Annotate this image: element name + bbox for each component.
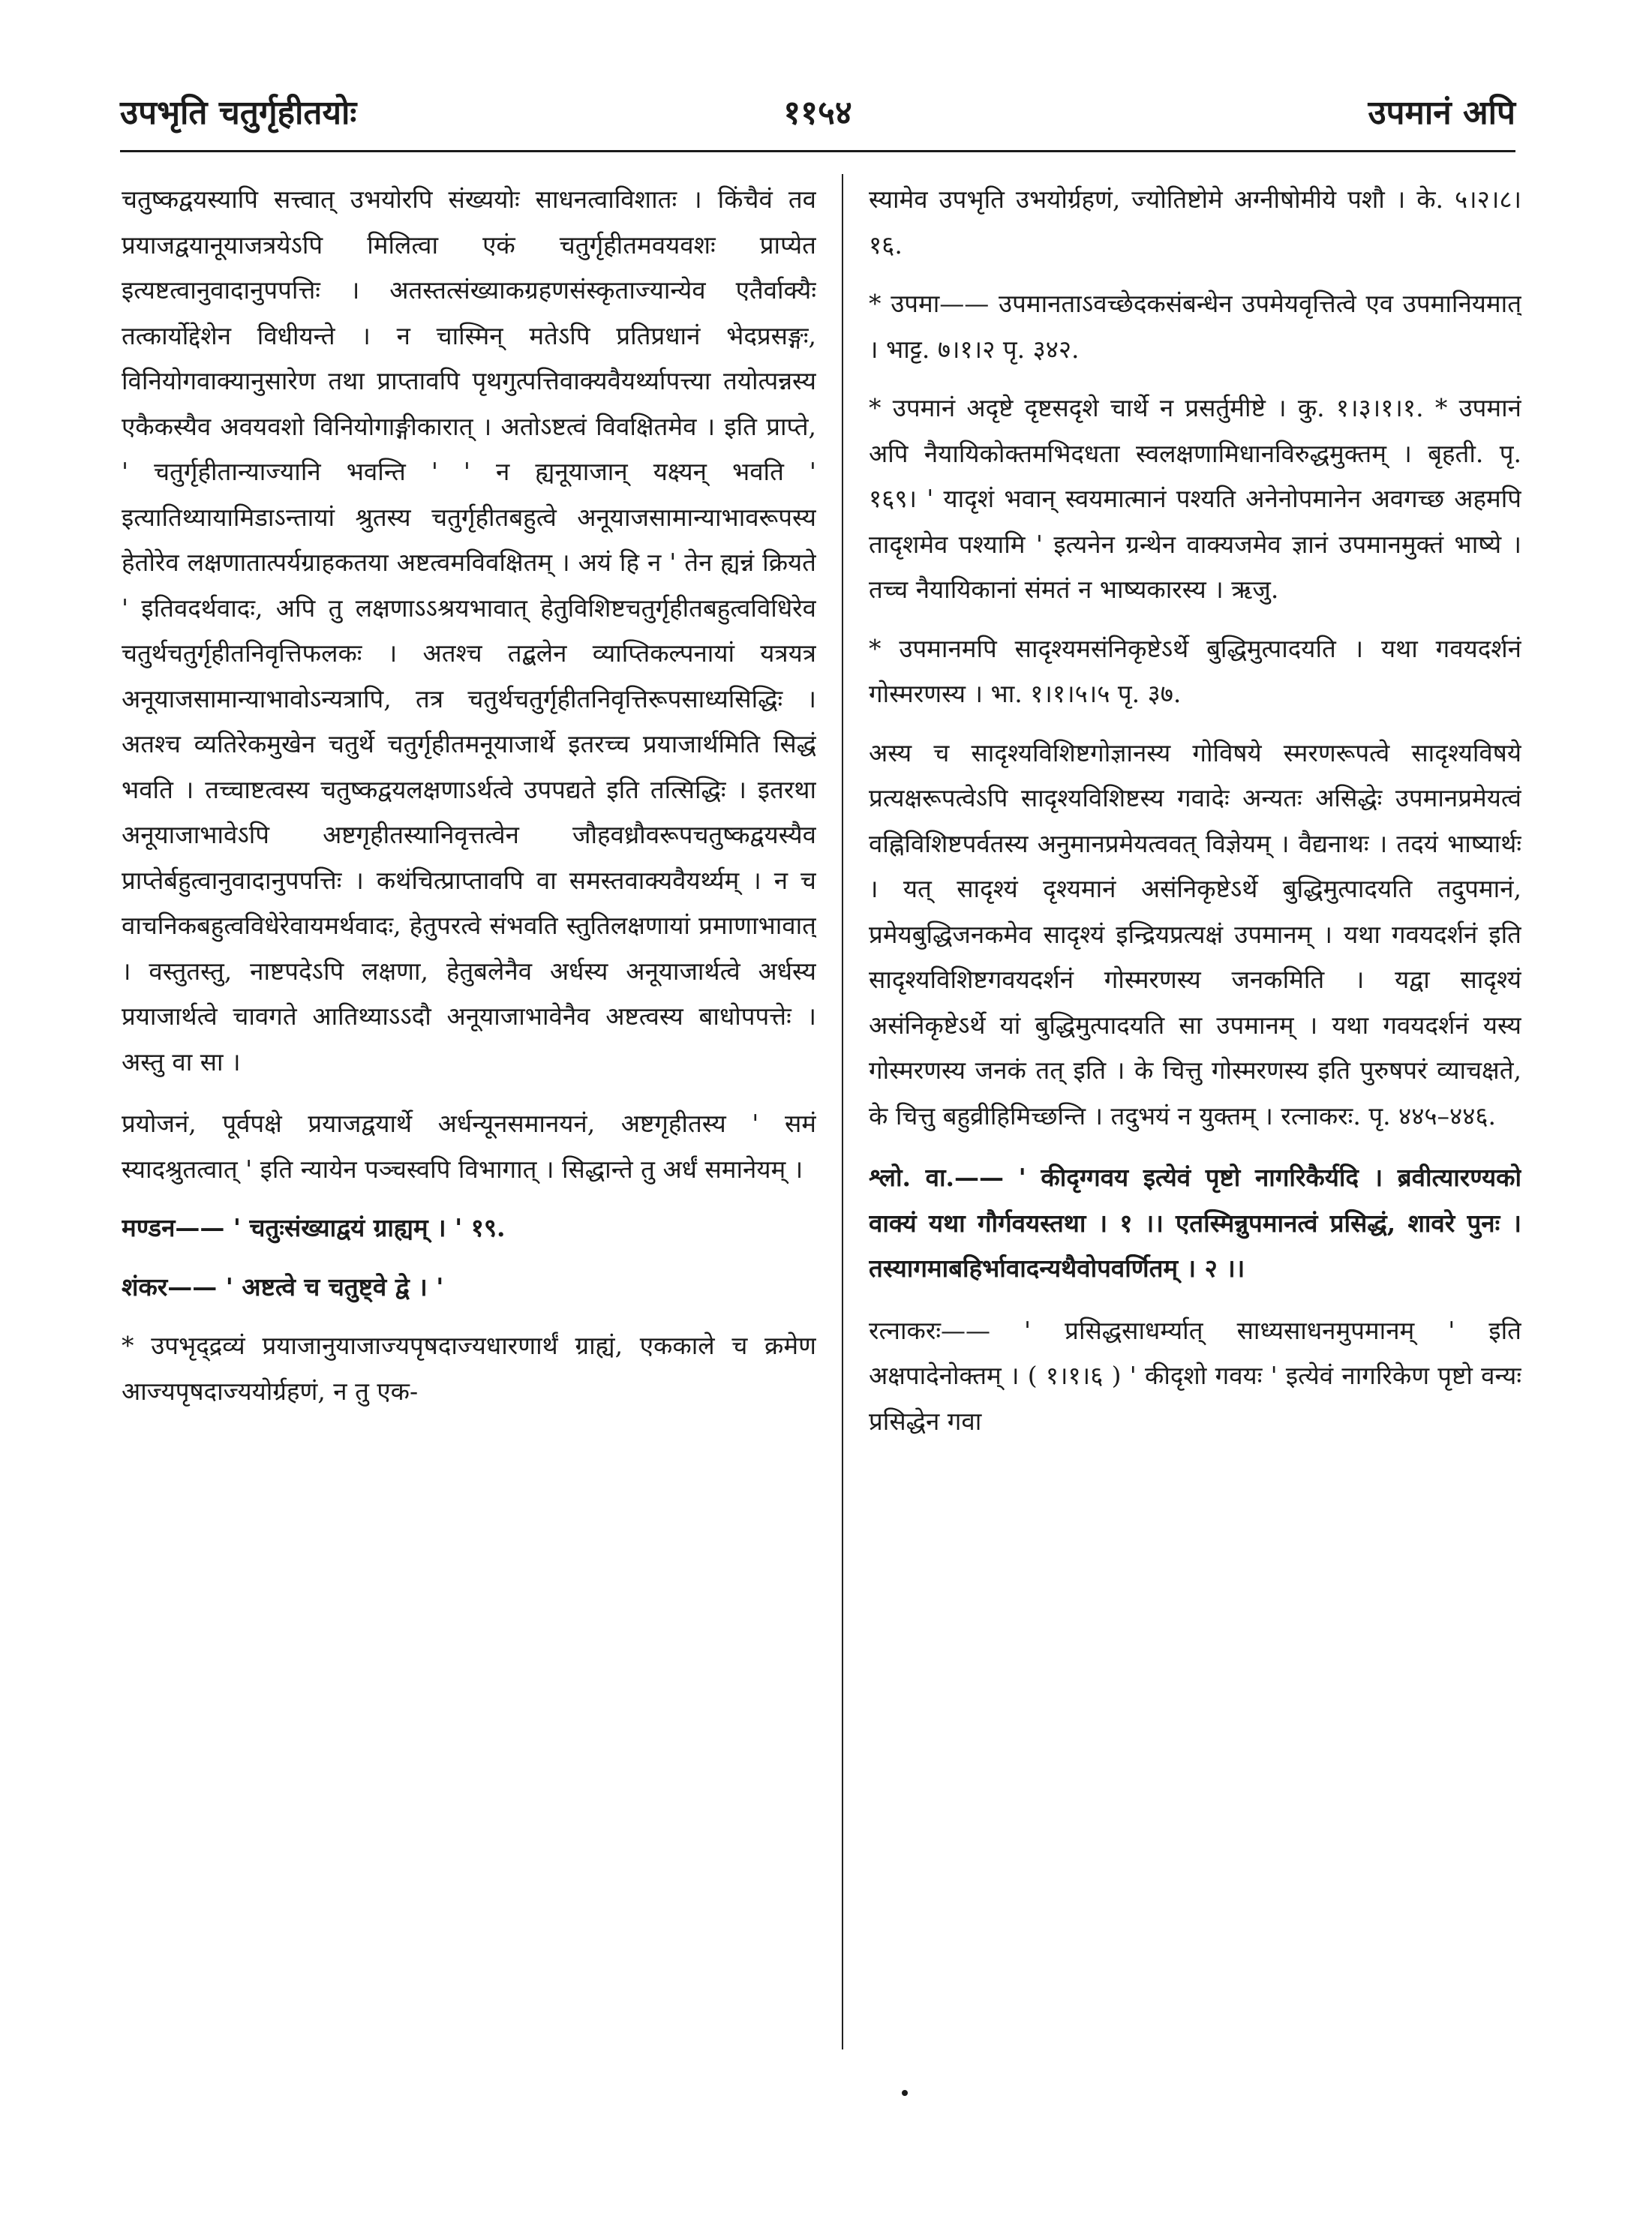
paragraph: रत्नाकरः—— ' प्रसिद्धसाधर्म्यात् साध्यसाधनमुपमानम् ' इति अक्षपादेनोक्तम् । ( १।१।६ ) ' कीदृशो गवयः ' इत्येवं नागरिकेण पृष्टो वन्यः प्रसिद्धेन गवा — [869, 1315, 1521, 1436]
paragraph: अस्य च सादृश्यविशिष्टगोज्ञानस्य गोविषये स्मरणरूपत्वे सादृश्यविषये प्रत्यक्षरूपत्वेऽपि सादृश्यविशिष्टस्य गवादेः अन्यतः असिद्धेः उपमानप्रमेयत्वं वह्निविशिष्टपर्वतस्य अनुमानप्रमेयत्ववत् विज्ञेयम् । वैद्यनाथः । तदयं भाष्यार्थः । यत् सादृश्यं दृश्यमानं असंनिकृष्टेऽर्थे बुद्धिमुत्पादयति तदुपमानं, प्रमेयबुद्धिजनकमेव सादृश्यं इन्द्रियप्रत्यक्षं उपमानम् । यथा गवयदर्शनं इति सादृश्यविशिष्टगवयदर्शनं गोस्मरणस्य जनकमिति । यद्वा सादृश्यं असंनिकृष्टेऽर्थे यां बुद्धिमुत्पादयति सा उपमानम् । यथा गवयदर्शनं यस्य गोस्मरणस्य जनकं तत् इति । के चित्तु गोस्मरणस्य इति पुरुषपरं व्याचक्षते, के चित्तु बहुव्रीहिमिच्छन्ति । तदुभयं न युक्तम् । रत्नाकरः. पृ. ४४५–४४६. — [869, 737, 1521, 1131]
paragraph: प्रयोजनं, पूर्वपक्षे प्रयाजद्वयार्थे अर्धन्यूनसमानयनं, अष्टगृहीतस्य ' समं स्यादश्रुतत्वात् ' इति न्यायेन पञ्चस्वपि विभागात् । सिद्धान्ते तु अर्धं समानेयम् । — [122, 1109, 816, 1184]
paragraph: शंकर—— ' अष्टत्वे च चतुष्ट्वे द्वे । ' — [122, 1272, 444, 1302]
paragraph: चतुष्कद्वयस्यापि सत्त्वात् उभयोरपि संख्ययोः साधनत्वाविशातः । किंचैवं तव प्रयाजद्वयानूयाजत्रयेऽपि मिलित्वा एकं चतुर्गृहीतमवयवशः प्राप्येत इत्यष्टत्वानुवादानुपपत्तिः । अतस्तत्संख्याकग्रहणसंस्कृताज्यान्येव एतैर्वाक्यैः तत्कार्योद्देशेन विधीयन्ते । न चास्मिन् मतेऽपि प्रतिप्रधानं भेदप्रसङ्गः, विनियोगवाक्यानुसारेण तथा प्राप्तावपि पृथगुत्पत्तिवाक्यवैयर्थ्यापत्त्या तयोत्पन्नस्य एकैकस्यैव अवयवशो विनियोगाङ्गीकारात् । अतोऽष्टत्वं विवक्षितमेव । इति प्राप्ते, ' चतुर्गृहीतान्याज्यानि भवन्ति ' ' न ह्यनूयाजान् यक्ष्यन् भवति ' इत्यातिथ्यायामिडाऽन्तायां श्रुतस्य चतुर्गृहीतबहुत्वे अनूयाजसामान्याभावरूपस्य हेतोरेव लक्षणातात्पर्यग्राहकतया अष्टत्वमविवक्षितम् । अयं हि न ' तेन ह्यन्नं क्रियते ' इतिवदर्थवादः, अपि तु लक्षणाऽऽश्रयभावात् हेतुविशिष्टचतुर्गृहीतबहुत्वविधिरेव चतुर्थचतुर्गृहीतनिवृत्तिफलकः । अतश्च तद्बलेन व्याप्तिकल्पनायां यत्रयत्र अनूयाजसामान्याभावोऽन्यत्रापि, तत्र चतुर्थचतुर्गृहीतनिवृत्तिरूपसाध्यसिद्धिः । अतश्च व्यतिरेकमुखेन चतुर्थे चतुर्गृहीतमनूयाजार्थे इतरच्च प्रयाजार्थमिति सिद्धं भवति । तच्चाष्टत्वस्य चतुष्कद्वयलक्षणाऽर्थत्वे उपपद्यते इति तत्सिद्धिः । इतरथा अनूयाजाभावेऽपि अष्टगृहीतस्यानिवृत्तत्वेन जौहवध्रौवरूपचतुष्कद्वयस्यैव प्राप्तेर्बहुत्वानुवादानुपपत्तिः । कथंचित्प्राप्तावपि वा समस्तवाक्यवैयर्थ्यम् । न च वाचनिकबहुत्वविधेरेवायमर्थवादः, हेतुपरत्वे संभवति स्तुतिलक्षणायां प्रमाणाभावात् । वस्तुतस्तु, नाष्टपदेऽपि लक्षणा, हेतुबलेनैव अर्धस्य अनूयाजार्थत्वे अर्धस्य प्रयाजार्थत्वे चावगते आतिथ्याऽऽदौ अनूयाजाभावेनैव अष्टत्वस्य बाधोपपत्तेः । अस्तु वा सा । — [122, 185, 816, 1076]
footer-mark — [902, 2090, 908, 2096]
running-header — [120, 89, 1515, 149]
paragraph: मण्डन—— ' चतुःसंख्याद्वयं ग्राह्यम् । ' १९. — [122, 1213, 506, 1242]
page-number: ११५४ — [783, 94, 852, 132]
header-left-title: उपभृति चतुर्गृहीतयोः — [120, 94, 357, 132]
paragraph: * उपमानमपि सादृश्यमसंनिकृष्टेऽर्थे बुद्धिमुत्पादयति । यथा गवयदर्शनं गोस्मरणस्य । भा. १।१।५।५ पृ. ३७. — [869, 633, 1521, 708]
paragraph: * उपभृद्द्रव्यं प्रयाजानुयाजाज्यपृषदाज्यधारणार्थं ग्राह्यं, एककाले च क्रमेण आज्यपृषदाज्ययोर्ग्रहणं, न तु एक- — [122, 1331, 816, 1406]
paragraph: * उपमा—— उपमानताऽवच्छेदकसंबन्धेन उपमेयवृत्तित्वे एव उपमानियमात् । भाट्ट. ७।१।२ पृ. ३४२. — [869, 289, 1521, 364]
paragraph: * उपमानं अदृष्टे दृष्टसदृशे चार्थे न प्रसर्तुमीष्टे । कु. १।३।१।१. * उपमानं अपि नैयायिकोक्तमभिदधता स्वलक्षणामिधानविरुद्धमुक्तम् । बृहती. पृ. १६९। ' यादृशं भवान् स्वयमात्मानं पश्यति अनेनोपमानेन अवगच्छ अहमपि तादृशमेव पश्यामि ' इत्यनेन ग्रन्थेन वाक्यजमेव ज्ञानं उपमानमुक्तं भाष्ये । तच्च नैयायिकानां संमतं न भाष्यकारस्य । ऋजु. — [869, 393, 1521, 604]
right-column — [869, 177, 1521, 2052]
header-divider — [120, 150, 1515, 152]
paragraph: श्लो. वा.—— ' कीदृग्गवय इत्येवं पृष्टो नागरिकैर्यदि । ब्रवीत्यारण्यको वाक्यं यथा गौर्गवयस्तथा । १ ।। एतस्मिन्नुपमानत्वं प्रसिद्धं, शावरे पुनः । तस्यागमाबहिर्भावादन्यथैवोपवर्णितम् । २ ।। — [869, 1163, 1521, 1283]
paragraph: स्यामेव उपभृति उभयोर्ग्रहणं, ज्योतिष्टोमे अग्नीषोमीये पशौ । के. ५।२।८।१६. — [869, 185, 1521, 260]
left-column — [122, 177, 816, 2052]
column-divider — [842, 174, 843, 2049]
header-right-title: उपमानं अपि — [1368, 94, 1515, 132]
